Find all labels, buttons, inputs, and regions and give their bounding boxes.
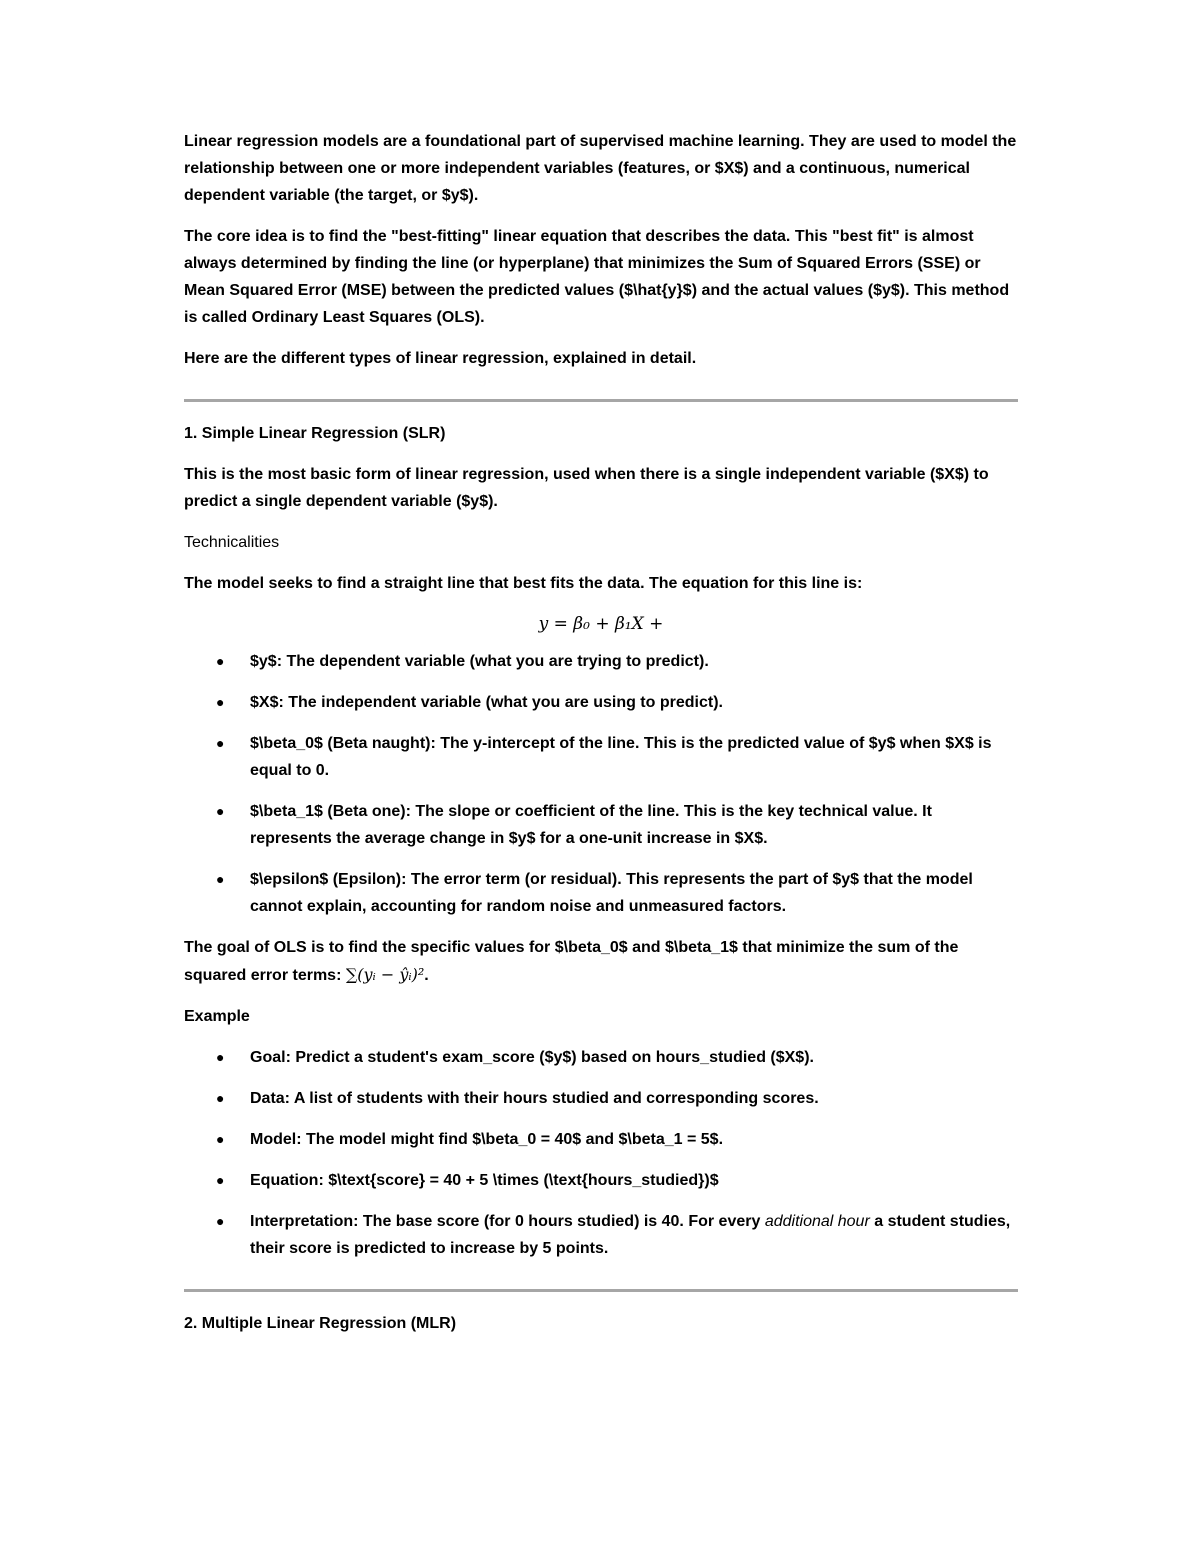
example-text: Predict a student's exam_score ($y$) based on hours_studied ($X$). bbox=[290, 1049, 814, 1066]
term-text: The error term (or residual). This represents the part of $y$ that the model cannot explain, accounting for random noise and unmeasured factors. bbox=[250, 871, 973, 915]
list-item bbox=[184, 1044, 1018, 1071]
term-text: The dependent variable (what you are trying to predict). bbox=[282, 653, 709, 670]
bullet-icon: ● bbox=[216, 735, 225, 751]
example-text: The base score (for 0 hours studied) is 40. For every bbox=[358, 1213, 765, 1230]
section-divider bbox=[184, 1289, 1018, 1292]
example-text: a student studies, their score is predicted to increase by 5 points. bbox=[250, 1213, 1011, 1257]
bullet-icon: ● bbox=[216, 1172, 225, 1188]
section-heading-slr: 1. Simple Linear Regression (SLR) bbox=[184, 425, 446, 442]
example-term: Data: bbox=[250, 1090, 291, 1107]
bullet-icon: ● bbox=[216, 1049, 225, 1065]
list-item bbox=[184, 648, 1018, 675]
example-text: A list of students with their hours studied and corresponding scores. bbox=[290, 1090, 819, 1107]
intro-paragraph-2: The core idea is to find the "best-fitting" linear equation that describes the data. This "best fit" is almost always determined by finding the line (or hyperplane) that minimizes the Sum of Squared Errors (SSE) or Mean Squared Error (MSE) between the predicted values ($\hat{y}$) and the actual values ($y$). This method is called Ordinary Least Squares (OLS). bbox=[184, 228, 1010, 326]
example-label: Example bbox=[184, 1008, 250, 1025]
bullet-icon: ● bbox=[216, 694, 225, 710]
document-page bbox=[184, 128, 1018, 1351]
example-term: Equation: bbox=[250, 1172, 324, 1189]
bullet-icon: ● bbox=[216, 803, 225, 819]
example-term: Goal: bbox=[250, 1049, 291, 1066]
model-description: The model seeks to find a straight line that best fits the data. The equation for this line is: bbox=[184, 575, 863, 592]
list-item bbox=[184, 689, 1018, 716]
section-divider bbox=[184, 399, 1018, 402]
term-label: $\beta_1$ (Beta one): bbox=[250, 803, 411, 820]
intro-paragraph-3: Here are the different types of linear regression, explained in detail. bbox=[184, 350, 697, 367]
list-item bbox=[184, 1208, 1018, 1262]
term-label: $\epsilon$ (Epsilon): bbox=[250, 871, 407, 888]
section-heading-mlr: 2. Multiple Linear Regression (MLR) bbox=[184, 1315, 457, 1332]
bullet-icon: ● bbox=[216, 1131, 225, 1147]
term-label: $\beta_0$ (Beta naught): bbox=[250, 735, 436, 752]
sse-formula: ∑(yᵢ − ŷᵢ)² bbox=[345, 965, 425, 984]
regression-equation: y = β₀ + β₁X + bbox=[538, 614, 664, 634]
term-label: $y$: bbox=[250, 653, 283, 670]
emphasis-text: additional hour bbox=[764, 1213, 870, 1230]
example-term: Interpretation: bbox=[250, 1213, 359, 1230]
term-text: The y-intercept of the line. This is the predicted value of $y$ when $X$ is equal to 0. bbox=[250, 735, 992, 779]
ols-goal bbox=[184, 934, 1018, 989]
intro-paragraph-1: Linear regression models are a foundational part of supervised machine learning. They are used to model the relationship between one or more independent variables (features, or $X$) and a continuous, numerical dependent variable (the target, or $y$). bbox=[184, 133, 1017, 204]
bullet-icon: ● bbox=[216, 1213, 225, 1229]
bullet-icon: ● bbox=[216, 871, 225, 887]
list-item bbox=[184, 730, 1018, 784]
slr-description: This is the most basic form of linear regression, used when there is a single independent variable ($X$) to predict a single dependent variable ($y$). bbox=[184, 466, 989, 510]
example-list bbox=[184, 1044, 1018, 1262]
example-text: The model might find $\beta_0 = 40$ and $\beta_1 = 5$. bbox=[301, 1131, 724, 1148]
term-text: The independent variable (what you are using to predict). bbox=[283, 694, 723, 711]
terms-list bbox=[184, 648, 1018, 920]
ols-goal-text: The goal of OLS is to find the specific values for $\beta_0$ and $\beta_1$ that minimize the sum of the squared error terms: bbox=[184, 939, 959, 984]
term-label: $X$: bbox=[250, 694, 284, 711]
example-text: $\text{score} = 40 + 5 \times (\text{hours_studied})$ bbox=[323, 1172, 719, 1189]
bullet-icon: ● bbox=[216, 1090, 225, 1106]
ols-goal-end: . bbox=[424, 967, 429, 984]
term-text: The slope or coefficient of the line. This is the key technical value. It represents the average change in $y$ for a one-unit increase in $X$. bbox=[250, 803, 932, 847]
example-term: Model: bbox=[250, 1131, 302, 1148]
list-item bbox=[184, 798, 1018, 852]
list-item bbox=[184, 866, 1018, 920]
list-item bbox=[184, 1167, 1018, 1194]
list-item bbox=[184, 1126, 1018, 1153]
technicalities-label: Technicalities bbox=[184, 534, 280, 551]
bullet-icon: ● bbox=[216, 653, 225, 669]
list-item bbox=[184, 1085, 1018, 1112]
